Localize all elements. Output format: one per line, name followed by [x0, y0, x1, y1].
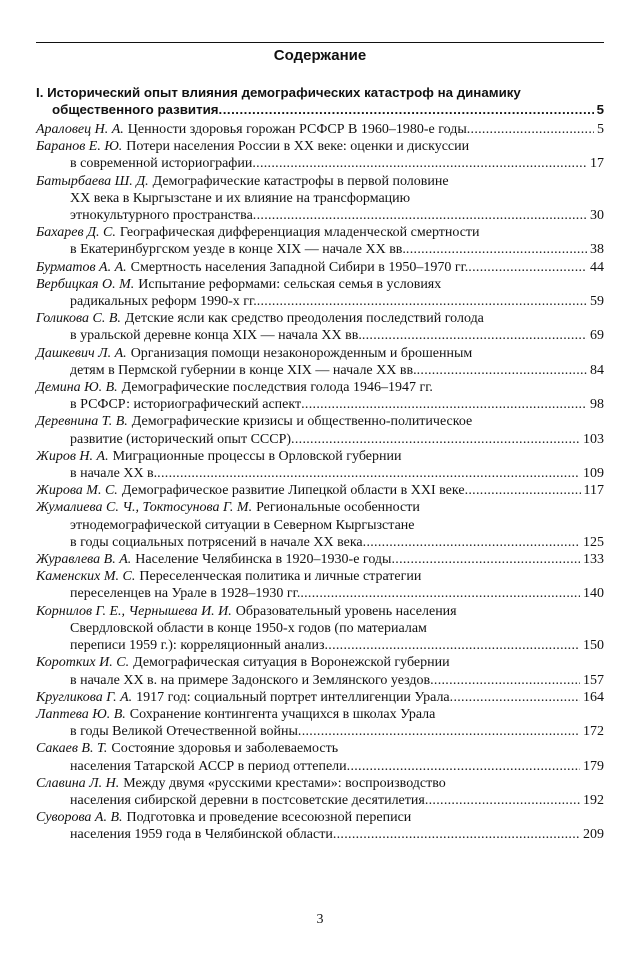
entry-page: 44: [590, 259, 604, 275]
toc-entry: [36, 413, 604, 447]
entry-title-line: Демографические кризисы и общественно-политическое: [131, 414, 473, 430]
entry-title-line: Ценности здоровья горожан РСФСР В 1960–1980-е годы: [127, 122, 467, 137]
toc-entry-line: [36, 224, 604, 241]
entry-title-line: населения Татарской АССР в период оттепели: [70, 758, 347, 774]
toc-entry-line: [36, 706, 604, 723]
entry-author: Славина Л. Н.: [36, 775, 120, 791]
entry-page: 117: [583, 483, 604, 499]
toc-entry: [36, 224, 604, 258]
toc-entry-line: [36, 758, 604, 775]
leader-dots: [362, 327, 587, 344]
entry-author: Журавлева В. А.: [36, 552, 132, 568]
entry-title-line: Региональные особенности: [256, 500, 420, 516]
leader-dots: [347, 758, 580, 775]
leader-dots: [333, 826, 580, 843]
leader-dots: [430, 672, 580, 689]
entry-title-line: Потери населения России в XX веке: оценки и дискуссии: [126, 139, 470, 155]
entry-page: 164: [583, 689, 604, 705]
entry-page: 172: [583, 724, 604, 740]
top-rule: [36, 42, 604, 43]
entry-page: 103: [583, 431, 604, 447]
entry-author: Сакаев В. Т.: [36, 741, 108, 757]
toc-entry-line: [36, 585, 604, 602]
toc-entry-line: [36, 379, 604, 396]
toc-entry-line: [36, 482, 604, 499]
leader-dots: [467, 121, 594, 138]
toc-entry-line: [36, 603, 604, 620]
entry-page: 140: [583, 586, 604, 602]
entry-title-line: переселенцев на Урале в 1928–1930 гг.: [70, 586, 301, 602]
leader-dots: [219, 101, 594, 118]
entry-title-line: в современной историографии: [70, 156, 253, 172]
toc-entry-line: [36, 138, 604, 155]
toc-entry: [36, 499, 604, 551]
leader-dots: [301, 396, 587, 413]
page-number: 3: [316, 912, 324, 927]
entry-author: Бурматов А. А.: [36, 259, 127, 275]
toc-entry: [36, 121, 604, 138]
leader-dots: [324, 637, 580, 654]
entry-title-line: Организация помощи незаконорожденным и брошенным: [130, 345, 473, 361]
toc-entry-line: [36, 792, 604, 809]
toc-entry-line: [36, 345, 604, 362]
toc-entry-line: [36, 809, 604, 826]
toc-entry-line: [36, 190, 604, 207]
toc-entry-line: [36, 723, 604, 740]
entry-page: 150: [583, 638, 604, 654]
entry-title-line: радикальных реформ 1990-х гг.: [70, 294, 257, 310]
toc-entry-line: [36, 637, 604, 654]
leader-dots: [465, 482, 581, 499]
leader-dots: [291, 431, 580, 448]
entry-author: Жумалиева С. Ч., Токтосунова Г. М.: [36, 500, 253, 516]
entry-page: 157: [583, 672, 604, 688]
toc-entry: [36, 138, 604, 172]
entry-title-line: этнодемографической ситуации в Северном Кыргызстане: [70, 517, 415, 533]
entry-title-line: Демографическая ситуация в Воронежской губернии: [133, 655, 450, 671]
toc-entry-line: [36, 327, 604, 344]
entry-author: Батырбаева Ш. Д.: [36, 173, 149, 189]
entry-author: Жирова М. С.: [36, 483, 118, 499]
toc-entry-line: [36, 121, 604, 138]
leader-dots: [298, 723, 580, 740]
entry-title-line: XX века в Кыргызстане и их влияние на трансформацию: [70, 190, 411, 206]
toc-entry: [36, 568, 604, 602]
entry-author: Демина Ю. В.: [36, 380, 118, 396]
leader-dots: [468, 259, 587, 276]
toc-entry-line: [36, 431, 604, 448]
section-title-line-2: общественного развития: [52, 102, 219, 117]
entry-title-line: Демографические последствия голода 1946–1947 гг.: [121, 380, 433, 396]
toc-entry-line: [36, 448, 604, 465]
entry-author: Жиров Н. А.: [36, 448, 109, 464]
entry-author: Голикова С. В.: [36, 311, 121, 327]
entry-author: Араловец Н. А.: [36, 122, 124, 137]
toc-entry-line: [36, 413, 604, 430]
entry-title-line: Смертность населения Западной Сибири в 1950–1970 гг.: [130, 259, 469, 275]
entry-title-line: Образовательный уровень населения: [235, 603, 457, 619]
leader-dots: [450, 689, 580, 706]
toc-entry-line: [36, 689, 604, 706]
entry-title-line: 1917 год: социальный портрет интеллигенции Урала: [136, 689, 450, 705]
entry-author: Бахарев Д. С.: [36, 225, 116, 241]
entry-page: 30: [590, 208, 604, 224]
toc-entry-line: [36, 568, 604, 585]
entry-author: Дашкевич Л. А.: [36, 345, 127, 361]
toc-entry-line: [36, 620, 604, 637]
entry-page: 69: [590, 328, 604, 344]
section-page: 5: [596, 102, 604, 117]
section-heading: [36, 84, 604, 118]
toc-entry: [36, 259, 604, 276]
entry-page: 5: [597, 122, 604, 137]
entry-title-line: Состояние здоровья и заболеваемость: [111, 741, 339, 757]
entry-page: 109: [583, 466, 604, 482]
leader-dots: [391, 551, 580, 568]
entry-title-line: Сохранение контингента учащихся в школах Урала: [129, 706, 436, 722]
entry-page: 38: [590, 242, 604, 258]
toc-entry-line: [36, 826, 604, 843]
entry-title-line: Детские ясли как средство преодоления последствий голода: [124, 311, 484, 327]
entry-page: 17: [590, 156, 604, 172]
entry-title-line: Миграционные процессы в Орловской губернии: [112, 448, 402, 464]
toc-entry: [36, 706, 604, 740]
toc-entry-line: [36, 241, 604, 258]
entry-title-line: этнокультурного пространства: [70, 208, 253, 224]
entry-title-line: Между двумя «русскими крестами»: воспроизводство: [123, 775, 446, 791]
toc-entry: [36, 448, 604, 482]
toc-entry-line: [36, 155, 604, 172]
toc-entry: [36, 310, 604, 344]
entry-author: Деревнина Т. В.: [36, 414, 128, 430]
toc-entry-line: [36, 207, 604, 224]
toc-entry-line: [36, 775, 604, 792]
entry-title-line: в годы социальных потрясений в начале XX века: [70, 534, 363, 550]
toc-entry: [36, 482, 604, 499]
leader-dots: [363, 534, 580, 551]
entry-page: 98: [590, 397, 604, 413]
entry-title-line: переписи 1959 г.): корреляционный анализ: [70, 638, 325, 654]
toc-entry-line: [36, 672, 604, 689]
toc-entry: [36, 379, 604, 413]
toc-entry-line: [36, 740, 604, 757]
entry-author: Вербицкая О. М.: [36, 276, 135, 292]
toc-entry-line: [36, 654, 604, 671]
entry-author: Баранов Е. Ю.: [36, 139, 123, 155]
leader-dots: [417, 362, 587, 379]
section-line: [36, 84, 604, 101]
toc-entry: [36, 740, 604, 774]
toc-entry: [36, 276, 604, 310]
table-of-contents: [36, 84, 604, 844]
entry-page: 59: [590, 294, 604, 310]
entry-title-line: Переселенческая политика и личные стратегии: [139, 569, 422, 585]
leader-dots: [157, 465, 580, 482]
toc-entry-line: [36, 396, 604, 413]
entry-author: Коротких И. С.: [36, 655, 130, 671]
entry-title-line: Демографическое развитие Липецкой области в XXI веке: [121, 483, 465, 499]
toc-entry: [36, 603, 604, 655]
entry-title-line: Испытание реформами: сельская семья в условиях: [138, 276, 442, 292]
entry-author: Лаптева Ю. В.: [36, 706, 126, 722]
entry-page: 84: [590, 362, 604, 378]
section-line: [36, 101, 604, 118]
toc-entry-line: [36, 517, 604, 534]
entry-title-line: населения 1959 года в Челябинской области: [70, 827, 333, 843]
entry-title-line: детям в Пермской губернии в конце XIX — начале XX вв.: [70, 362, 417, 378]
entry-title-line: Географическая дифференциация младенческой смертности: [119, 225, 480, 241]
toc-entry: [36, 689, 604, 706]
entry-author: Кругликова Г. А.: [36, 689, 133, 705]
entry-author: Каменских М. С.: [36, 569, 136, 585]
toc-entry-line: [36, 362, 604, 379]
leader-dots: [406, 241, 587, 258]
section-title-line-1: I. Исторический опыт влияния демографических катастроф на динамику: [36, 85, 521, 100]
toc-entry-line: [36, 173, 604, 190]
toc-entry-line: [36, 259, 604, 276]
entry-title-line: Демографические катастрофы в первой половине: [152, 173, 449, 189]
entry-title-line: населения сибирской деревни в постсоветские десятилетия: [70, 792, 425, 808]
toc-entry: [36, 775, 604, 809]
toc-entry-line: [36, 293, 604, 310]
entry-title-line: в РСФСР: историографический аспект: [70, 397, 302, 413]
toc-entry-line: [36, 465, 604, 482]
toc-entry: [36, 551, 604, 568]
entry-page: 133: [583, 552, 604, 568]
toc-entry-line: [36, 276, 604, 293]
entry-page: 209: [583, 827, 604, 843]
entry-title-line: в Екатеринбургском уезде в конце XIX — начале XX вв.: [70, 242, 406, 258]
toc-entry: [36, 809, 604, 843]
leader-dots: [257, 293, 587, 310]
entry-page: 179: [583, 758, 604, 774]
toc-entry: [36, 654, 604, 688]
leader-dots: [252, 155, 587, 172]
entry-title-line: в начале XX в. на примере Задонского и Землянского уездов: [70, 672, 431, 688]
entry-title-line: в годы Великой Отечественной войны: [70, 724, 298, 740]
entry-page: 192: [583, 792, 604, 808]
toc-entry-line: [36, 551, 604, 568]
entry-author: Корнилов Г. Е., Чернышева И. И.: [36, 603, 232, 619]
entry-title-line: Свердловской области в конце 1950-х годов (по материалам: [70, 620, 427, 636]
entry-title-line: в уральской деревне конца XIX — начала XX вв.: [70, 328, 362, 344]
entry-title-line: Подготовка и проведение всесоюзной переписи: [126, 810, 412, 826]
leader-dots: [253, 207, 587, 224]
leader-dots: [300, 585, 580, 602]
toc-entry: [36, 173, 604, 225]
toc-entry-line: [36, 534, 604, 551]
entry-title-line: Население Челябинска в 1920–1930-е годы: [135, 552, 392, 568]
toc-entry-line: [36, 310, 604, 327]
entry-title-line: развитие (исторический опыт СССР): [70, 431, 292, 447]
page-title: Содержание: [273, 47, 367, 64]
toc-entry: [36, 345, 604, 379]
entry-page: 125: [583, 534, 604, 550]
entry-author: Суворова А. В.: [36, 810, 123, 826]
entry-title-line: в начале XX в.: [70, 466, 158, 482]
leader-dots: [425, 792, 580, 809]
toc-entries: [36, 121, 604, 844]
toc-entry-line: [36, 499, 604, 516]
